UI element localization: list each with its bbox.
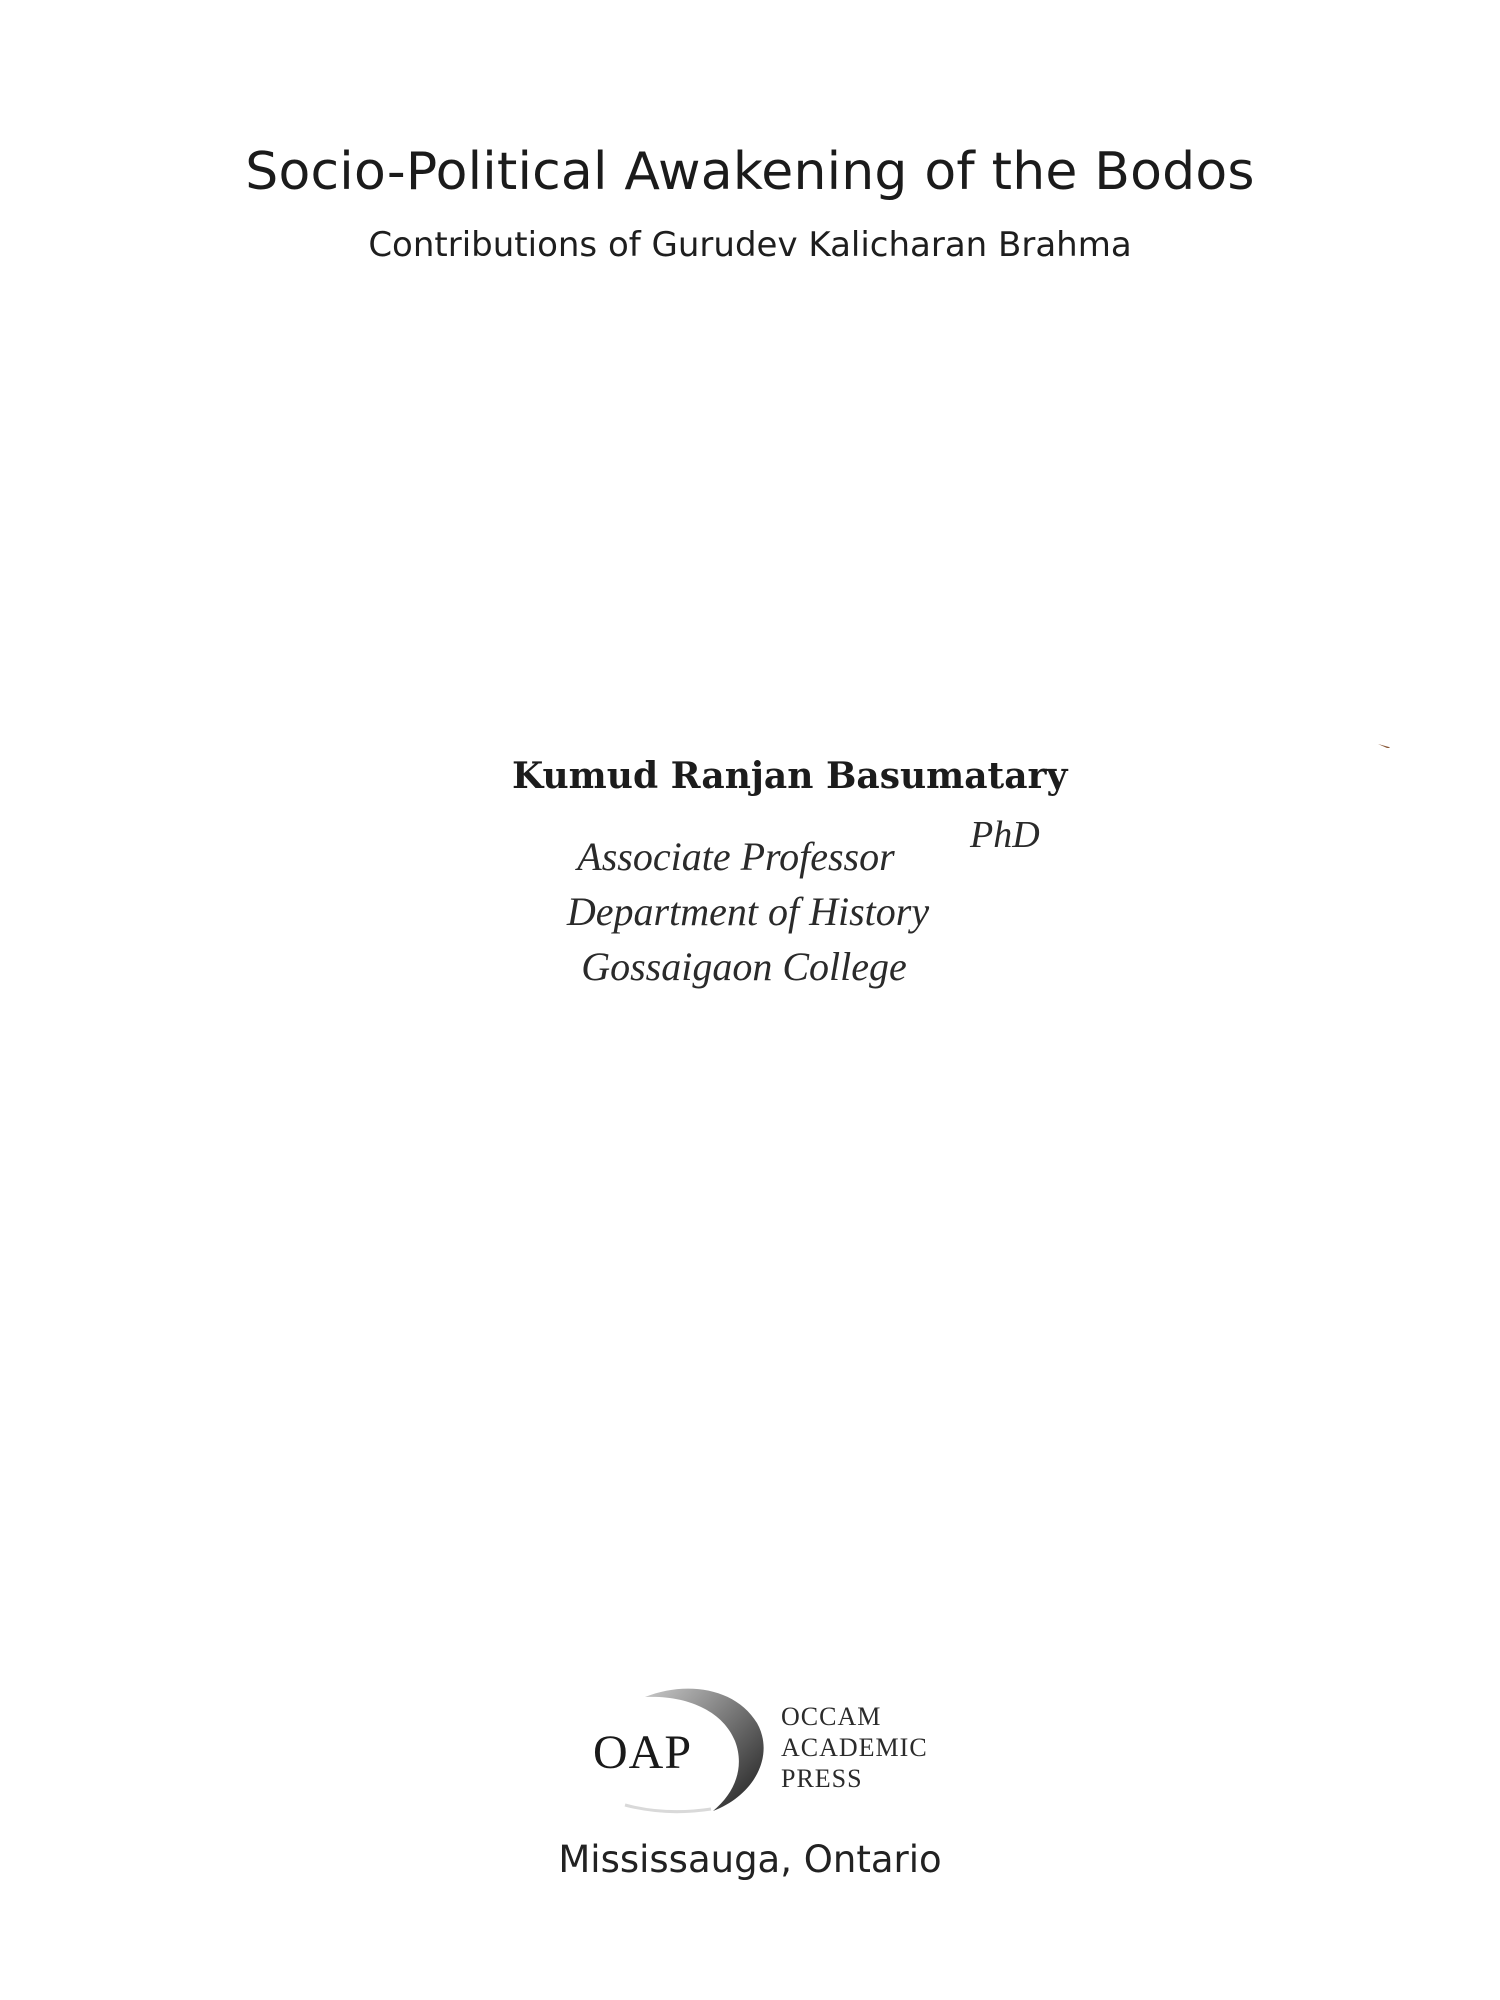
author-degree: PhD bbox=[970, 814, 1040, 856]
book-subtitle: Contributions of Gurudev Kalicharan Brahma bbox=[368, 225, 1132, 265]
publisher-location: Mississauga, Ontario bbox=[558, 1838, 942, 1881]
logo-letters: OAP bbox=[593, 1726, 693, 1779]
author-position: Associate Professor bbox=[577, 834, 895, 879]
publisher-name-line: ACADEMIC bbox=[781, 1733, 928, 1762]
book-title: Socio-Political Awakening of the Bodos bbox=[245, 142, 1255, 202]
publisher-logo bbox=[585, 1675, 975, 1815]
author-department: Department of History bbox=[566, 889, 930, 934]
publisher-name-line: PRESS bbox=[781, 1764, 863, 1793]
author-name: Kumud Ranjan Basumatary bbox=[512, 755, 1068, 797]
paper-speck-mark bbox=[1377, 743, 1391, 749]
author-institution: Gossaigaon College bbox=[581, 944, 907, 989]
publisher-name bbox=[781, 1701, 928, 1794]
publisher-name-line: OCCAM bbox=[781, 1702, 882, 1731]
